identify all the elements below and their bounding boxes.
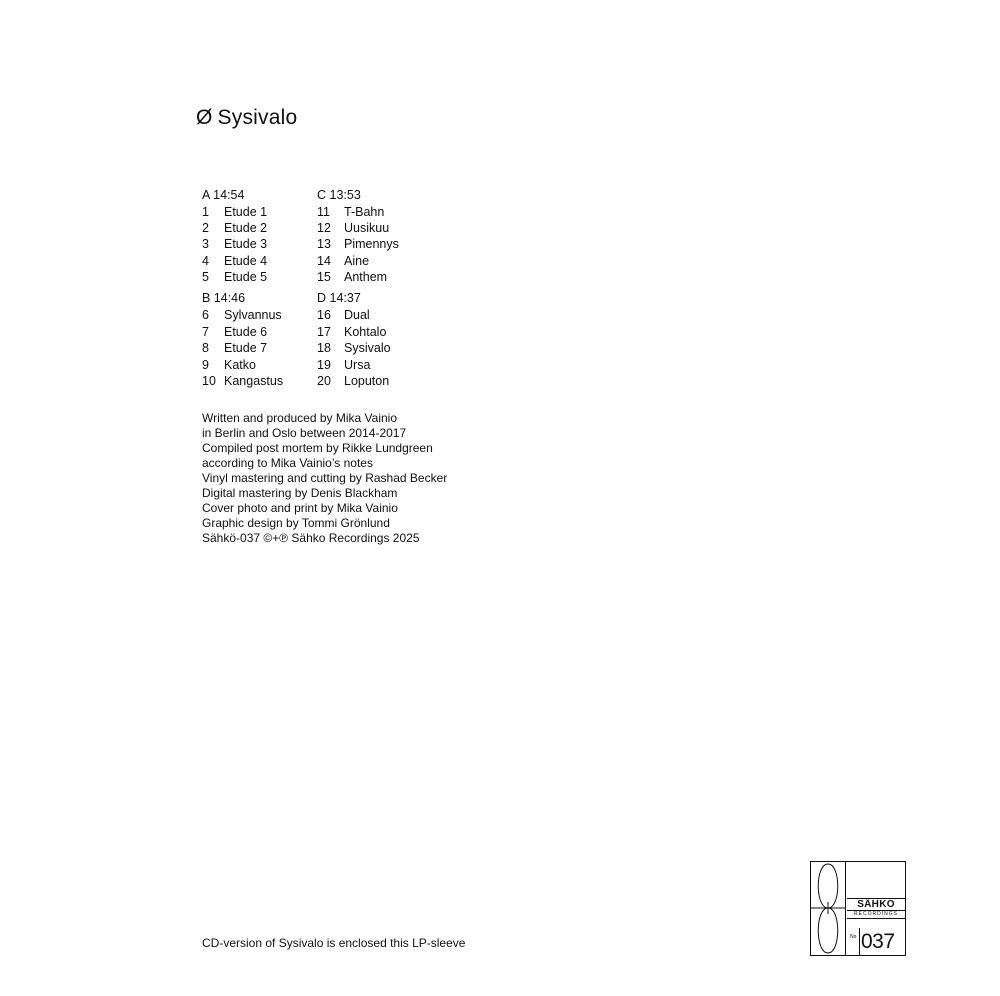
track-number: 8 (202, 341, 209, 356)
credits-block (202, 411, 447, 546)
credit-line: Sähkö-037 ©+℗ Sähko Recordings 2025 (202, 531, 420, 545)
track-row (202, 324, 283, 341)
track-name: Uusikuu (344, 221, 390, 236)
credit-line: Written and produced by Mika Vainio (202, 411, 397, 425)
track-number: 2 (202, 221, 209, 236)
track-name: T-Bahn (344, 205, 385, 219)
track-name: Aine (344, 253, 370, 268)
track-row (317, 324, 391, 341)
track-row (202, 373, 283, 390)
credit-line: Vinyl mastering and cutting by Rashad Becker (202, 471, 448, 485)
track-name: Sylvannus (224, 308, 282, 322)
track-number: 15 (317, 269, 331, 284)
logo-number-divider (859, 928, 860, 956)
track-row (317, 253, 399, 269)
track-row (317, 220, 399, 236)
track-number: 17 (317, 324, 331, 339)
track-row (317, 373, 391, 390)
track-name: Etude 6 (224, 324, 268, 339)
credit-line: Cover photo and print by Mika Vainio (202, 501, 398, 515)
track-name: Etude 2 (224, 221, 268, 236)
track-row (317, 236, 399, 252)
track-row (317, 357, 391, 374)
track-name: Etude 7 (224, 341, 268, 356)
credit-line: Graphic design by Tommi Grönlund (202, 516, 390, 530)
side-d-tracklist (317, 290, 391, 390)
sine-wave-icon (811, 862, 845, 955)
credit-line: Compiled post mortem by Rikke Lundgreen (202, 441, 433, 455)
album-title-text: Sysivalo (217, 106, 298, 129)
track-name: Katko (224, 357, 256, 372)
track-number: 11 (317, 205, 330, 219)
track-number: 3 (202, 237, 209, 252)
side-heading: C 13:53 (317, 188, 361, 202)
side-heading: D 14:37 (317, 291, 361, 305)
track-name: Sysivalo (344, 341, 391, 356)
footer-note: CD-version of Sysivalo is enclosed this LP-sleeve (202, 936, 466, 950)
track-number: 7 (202, 324, 209, 339)
track-name: Kohtalo (344, 324, 387, 339)
track-row (202, 307, 283, 324)
track-number: 12 (317, 221, 331, 236)
track-row (202, 236, 267, 252)
track-name: Etude 4 (224, 253, 268, 268)
track-name: Etude 3 (224, 237, 268, 252)
track-number: 10 (202, 374, 216, 389)
logo-subtitle: RECORDINGS (847, 910, 905, 919)
logo-divider (845, 862, 846, 955)
sahko-logo (810, 861, 906, 956)
track-number: 19 (317, 357, 331, 372)
track-row (317, 307, 391, 324)
track-number: 5 (202, 269, 209, 284)
empty-set-symbol: Ø (196, 106, 213, 129)
track-name: Dual (344, 308, 370, 322)
track-name: Etude 5 (224, 269, 268, 284)
track-row (202, 357, 283, 374)
track-row (202, 220, 267, 236)
track-number: 1 (202, 205, 209, 219)
logo-brand: SÄHKÖ (847, 898, 905, 910)
side-c-tracklist (317, 187, 399, 285)
track-number: 18 (317, 341, 331, 356)
track-row (202, 269, 267, 285)
track-number: 4 (202, 253, 209, 268)
track-number: 16 (317, 308, 331, 322)
track-number: 14 (317, 253, 331, 268)
side-a-tracklist (202, 187, 267, 285)
side-heading: B 14:46 (202, 291, 246, 305)
track-row (317, 340, 391, 357)
track-name: Ursa (344, 357, 371, 372)
credit-line: in Berlin and Oslo between 2014-2017 (202, 426, 407, 440)
track-name: Loputon (344, 374, 390, 389)
side-heading: A 14:54 (202, 188, 245, 202)
track-number: 20 (317, 374, 331, 389)
track-row (317, 269, 399, 285)
track-number: 13 (317, 237, 331, 252)
credit-line: according to Mika Vainio’s notes (202, 456, 373, 470)
track-name: Etude 1 (224, 205, 268, 219)
logo-number-label: No (850, 934, 857, 940)
track-name: Anthem (344, 269, 388, 284)
track-row (202, 253, 267, 269)
track-name: Pimennys (344, 237, 399, 252)
track-name: Kangastus (224, 374, 284, 389)
track-row (317, 204, 399, 220)
track-row (202, 340, 283, 357)
track-row (202, 204, 267, 220)
track-number: 9 (202, 357, 209, 372)
side-b-tracklist (202, 290, 283, 390)
album-title (196, 106, 297, 130)
catalog-number: 037 (861, 930, 895, 953)
track-number: 6 (202, 308, 209, 322)
credit-line: Digital mastering by Denis Blackham (202, 486, 398, 500)
